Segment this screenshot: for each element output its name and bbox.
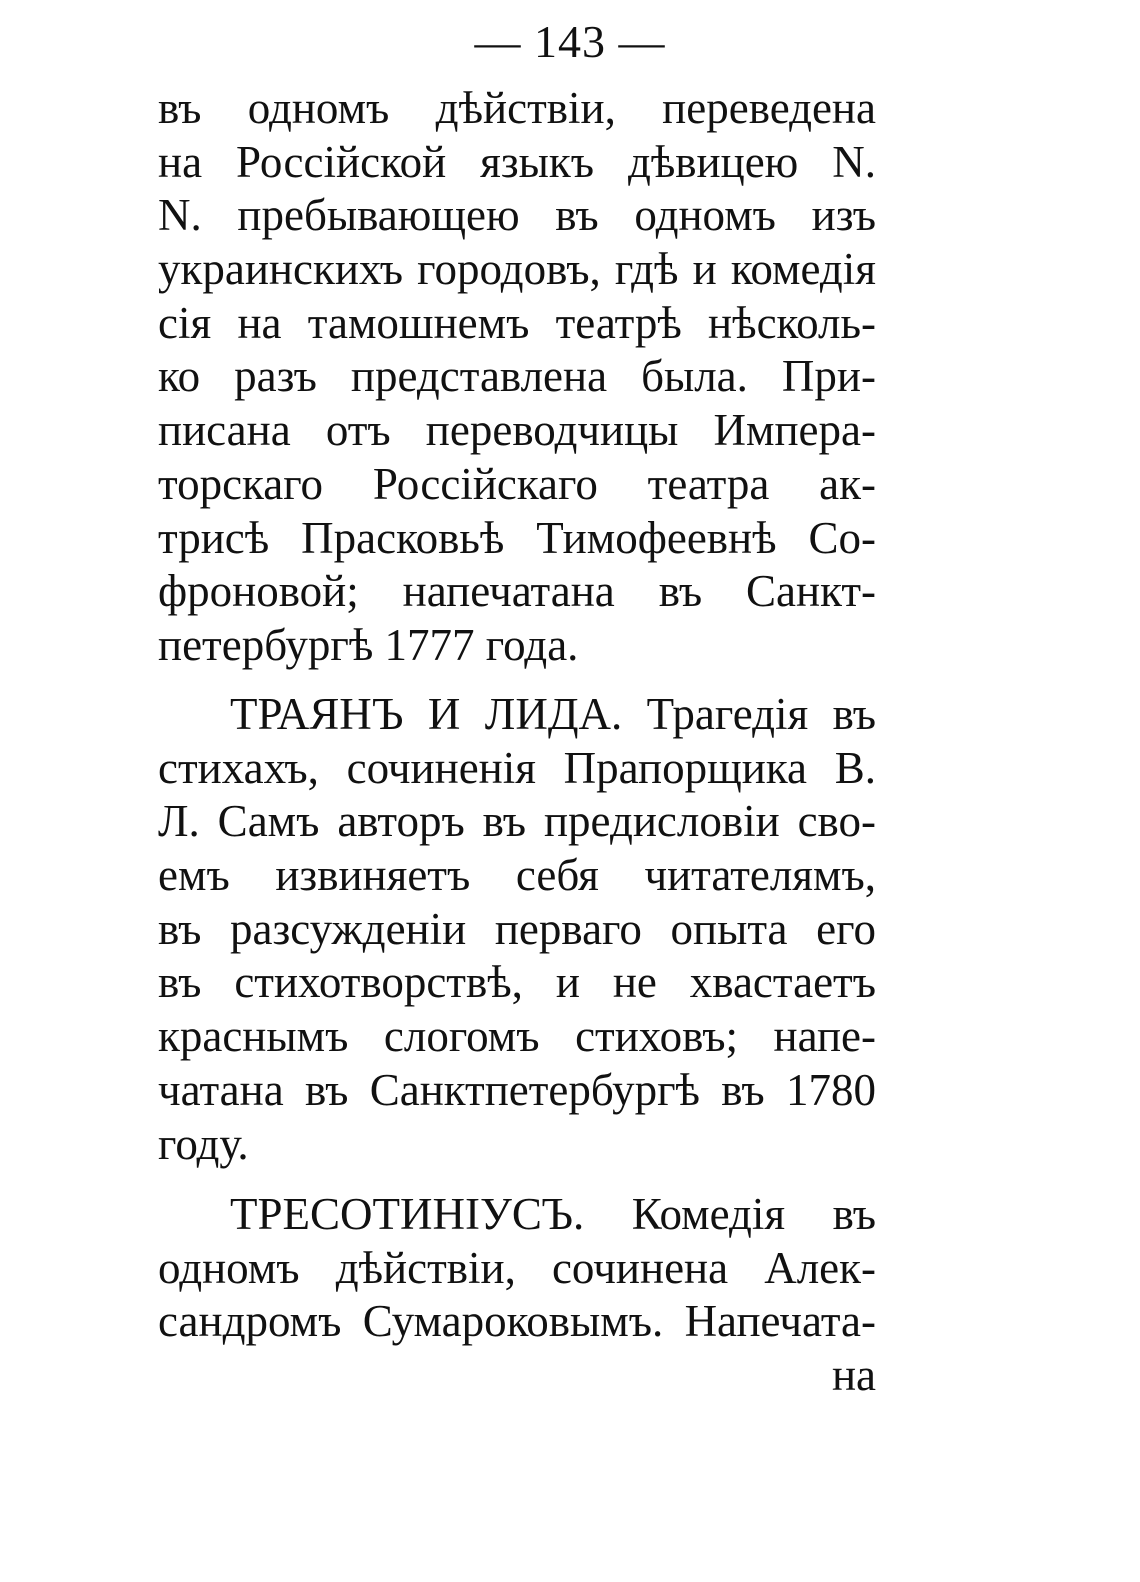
page-number: — 143 — [474, 16, 666, 67]
entry-heading-line: ТРЕСОТИНІУСЪ. Комедія въ [230, 1189, 876, 1239]
text-line: въ разсужденіи перваго опыта его [158, 903, 876, 954]
paragraph-2 [158, 688, 876, 1171]
text-line: одномъ дѣйствіи, сочинена Алек- [158, 1242, 876, 1293]
text-line: краснымъ слогомъ стиховъ; напе- [158, 1011, 876, 1062]
catchword: на [831, 1350, 876, 1401]
text-line: сія на тамошнемъ театрѣ нѣсколь- [158, 297, 876, 348]
text-line: трисѣ Прасковьѣ Тимофеевнѣ Со- [158, 512, 876, 563]
text-line: чатана въ Санктпетербургѣ въ 1780 [158, 1064, 876, 1115]
text-line: фроновой; напечатана въ Санкт- [158, 566, 876, 617]
text-line: петербургѣ 1777 года. [158, 619, 579, 670]
text-line: на Россійской языкъ дѣвицею N. [158, 136, 876, 187]
text-line: стихахъ, сочиненія Прапорщика В. [158, 742, 876, 793]
paragraph-3 [158, 1188, 876, 1403]
text-line: емъ извиняетъ себя читателямъ, [158, 850, 876, 901]
text-line: украинскихъ городовъ, гдѣ и комедія [158, 244, 876, 295]
text-line: въ одномъ дѣйствіи, переведена [158, 83, 876, 133]
paragraph-1 [158, 82, 876, 673]
entry-heading-line: ТРАЯНЪ И ЛИДА. Трагедія въ [230, 689, 876, 739]
text-line: ко разъ представлена была. При- [158, 351, 876, 402]
text-line: N. пребывающею въ одномъ изъ [158, 190, 876, 241]
text-line: Л. Самъ авторъ въ предисловіи сво- [158, 796, 876, 847]
text-line: сандромъ Сумароковымъ. Напечата- [158, 1296, 876, 1347]
text-line: году. [158, 1118, 249, 1169]
text-line: въ стихотворствѣ, и не хвастаетъ [158, 957, 876, 1008]
text-line: торскаго Россійскаго театра ак- [158, 458, 876, 509]
text-line: писана отъ переводчицы Импера- [158, 405, 876, 456]
